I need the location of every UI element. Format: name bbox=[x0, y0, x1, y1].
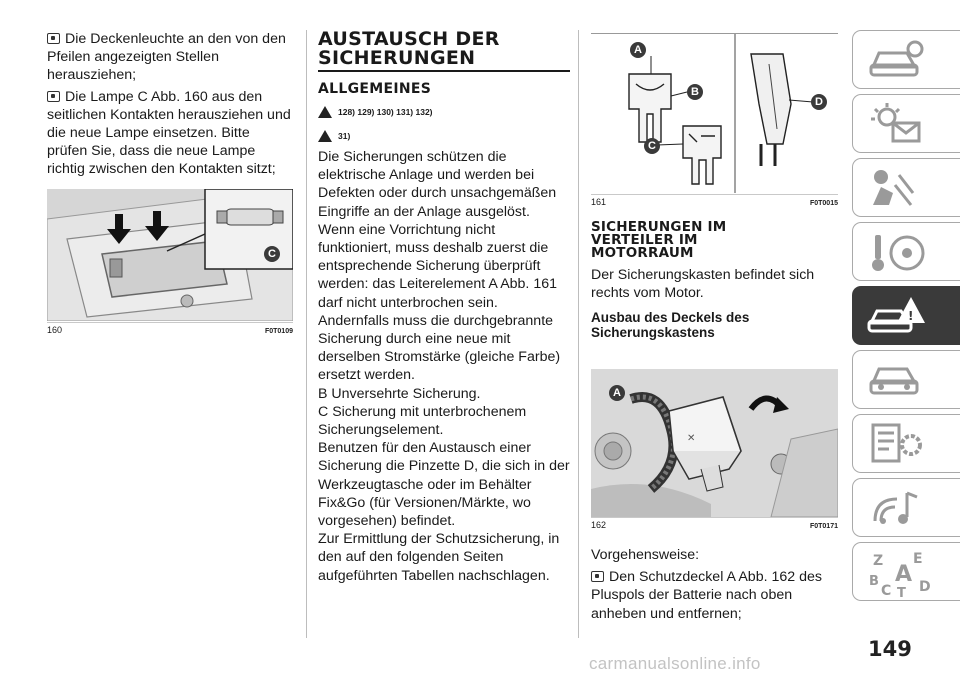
tab-car-dashboard[interactable] bbox=[852, 30, 960, 89]
svg-text:D: D bbox=[919, 579, 931, 595]
figure-number: 162 bbox=[591, 520, 607, 530]
instruction-bullet: Die Lampe C Abb. 160 aus den seitlichen Kontakten herausziehen und die neue Lampe einsetzen. Bitte prüfen Sie, dass die neue Lampe richtig zwischen den Kontakten sitzt; bbox=[47, 88, 291, 178]
figure-number: 160 bbox=[47, 325, 63, 335]
multimedia-icon bbox=[867, 485, 927, 531]
figure-number: 161 bbox=[591, 197, 607, 207]
warning-reference: 128) 129) 130) 131) 132) bbox=[318, 104, 570, 119]
figure-code: F0T0015 bbox=[809, 200, 838, 207]
figure-162-image bbox=[591, 369, 838, 517]
svg-text:Z: Z bbox=[873, 553, 884, 569]
caution-reference: 31) bbox=[318, 128, 570, 143]
tab-maintenance[interactable] bbox=[852, 350, 960, 409]
svg-text:!: ! bbox=[908, 309, 914, 323]
instruction-bullet: Die Deckenleuchte an den von den Pfeilen angezeigten Stellen herausziehen; bbox=[47, 31, 286, 84]
bullet-icon bbox=[47, 33, 60, 44]
section-subtitle: ALLGEMEINES bbox=[318, 81, 432, 97]
callout-d: D bbox=[811, 94, 827, 110]
bullet-icon bbox=[47, 91, 60, 102]
bullet-icon bbox=[591, 571, 604, 582]
tab-index[interactable] bbox=[852, 542, 960, 601]
left-column bbox=[47, 30, 293, 179]
steering-key-icon bbox=[867, 229, 927, 275]
callout-c: C bbox=[264, 246, 280, 262]
column-divider bbox=[578, 30, 579, 638]
paragraph: Vorgehensweise: bbox=[591, 547, 700, 563]
svg-text:T: T bbox=[897, 586, 906, 597]
tab-multimedia[interactable] bbox=[852, 478, 960, 537]
figure-161-caption bbox=[591, 194, 838, 207]
figure-160-caption bbox=[47, 322, 293, 335]
title-underline bbox=[318, 70, 570, 72]
lights-warning-icon bbox=[867, 101, 927, 147]
tab-safety[interactable] bbox=[852, 158, 960, 217]
specs-icon bbox=[867, 421, 927, 467]
fuse-and-tweezers-illustration bbox=[591, 34, 838, 193]
car-maintenance-icon bbox=[867, 357, 927, 403]
right-column bbox=[591, 221, 838, 340]
right-column-lower bbox=[591, 546, 838, 623]
section-title: AUSTAUSCH DER SICHERUNGEN bbox=[318, 28, 500, 69]
figure-161-image bbox=[591, 33, 838, 193]
index-icon bbox=[867, 549, 937, 597]
instruction-bullet: Den Schutzdeckel A Abb. 162 des Pluspols der Batterie nach oben anheben und entfernen; bbox=[591, 569, 822, 622]
svg-text:A: A bbox=[895, 562, 913, 587]
tab-driving[interactable] bbox=[852, 222, 960, 281]
figure-code: F0T0171 bbox=[809, 523, 838, 530]
svg-text:✕: ✕ bbox=[687, 433, 696, 444]
figure-160-image bbox=[47, 189, 293, 321]
figure-code: F0T0109 bbox=[264, 328, 293, 335]
watermark-text: carmanualsonline.info bbox=[589, 654, 761, 673]
callout-b: B bbox=[687, 84, 703, 100]
column-divider bbox=[306, 30, 307, 638]
body-text: Die Sicherungen schützen die elektrische Anlage und werden bei Defekten oder durch unsachgemäßen Eingriffe an der Anlage ausgelöst. Wenn eine Vorrichtung nicht funktioniert, muss deshalb zuerst die entsprechende Sicherung überprüft werden: das Leiterelement A Abb. 161 darf nicht unterbrochen sein. Andernfalls muss die durchgebrannte Sicherung durch eine neue mit derselben Stromstärke (gleiche Farbe) ersetzt werden. B Unversehrte Sicherung. C Sicherung mit unterbrochenem Sicherungselement. Benutzen für den Austausch einer Sicherung die Pinzette D, die sich in der Werkzeugtasche oder im Behälter Fix&Go (für Versionen/Märkte, wo vorgesehen) befindet. Zur Ermittlung der Schutzsicherung, in den auf den folgenden Seiten aufgeführten Tabellen nachschlagen. bbox=[318, 149, 570, 584]
paragraph: Der Sicherungskasten befindet sich rechts vom Motor. bbox=[591, 267, 815, 302]
callout-a: A bbox=[630, 42, 646, 58]
tab-specifications[interactable] bbox=[852, 414, 960, 473]
tab-emergency[interactable] bbox=[852, 286, 960, 345]
figure-162-caption bbox=[591, 517, 838, 530]
middle-column bbox=[318, 30, 570, 585]
callout-c: C bbox=[644, 138, 660, 154]
page-number: 149 bbox=[868, 637, 912, 661]
svg-text:B: B bbox=[869, 574, 879, 589]
tab-lights-warning[interactable] bbox=[852, 94, 960, 153]
ceiling-lamp-illustration bbox=[47, 189, 293, 321]
svg-text:C: C bbox=[881, 583, 892, 597]
airbag-safety-icon bbox=[867, 165, 927, 211]
callout-a: A bbox=[609, 385, 625, 401]
emergency-icon bbox=[867, 293, 927, 339]
svg-text:E: E bbox=[913, 551, 923, 567]
caution-triangle-icon bbox=[318, 130, 332, 142]
engine-bay-fuse-box-illustration bbox=[591, 369, 838, 517]
section-heading: SICHERUNGEN IM VERTEILER IM MOTORRAUM bbox=[591, 219, 727, 261]
car-dashboard-icon bbox=[867, 37, 927, 83]
subheading: Ausbau des Deckels des Sicherungskastens bbox=[591, 310, 750, 341]
warning-triangle-icon bbox=[318, 106, 332, 118]
